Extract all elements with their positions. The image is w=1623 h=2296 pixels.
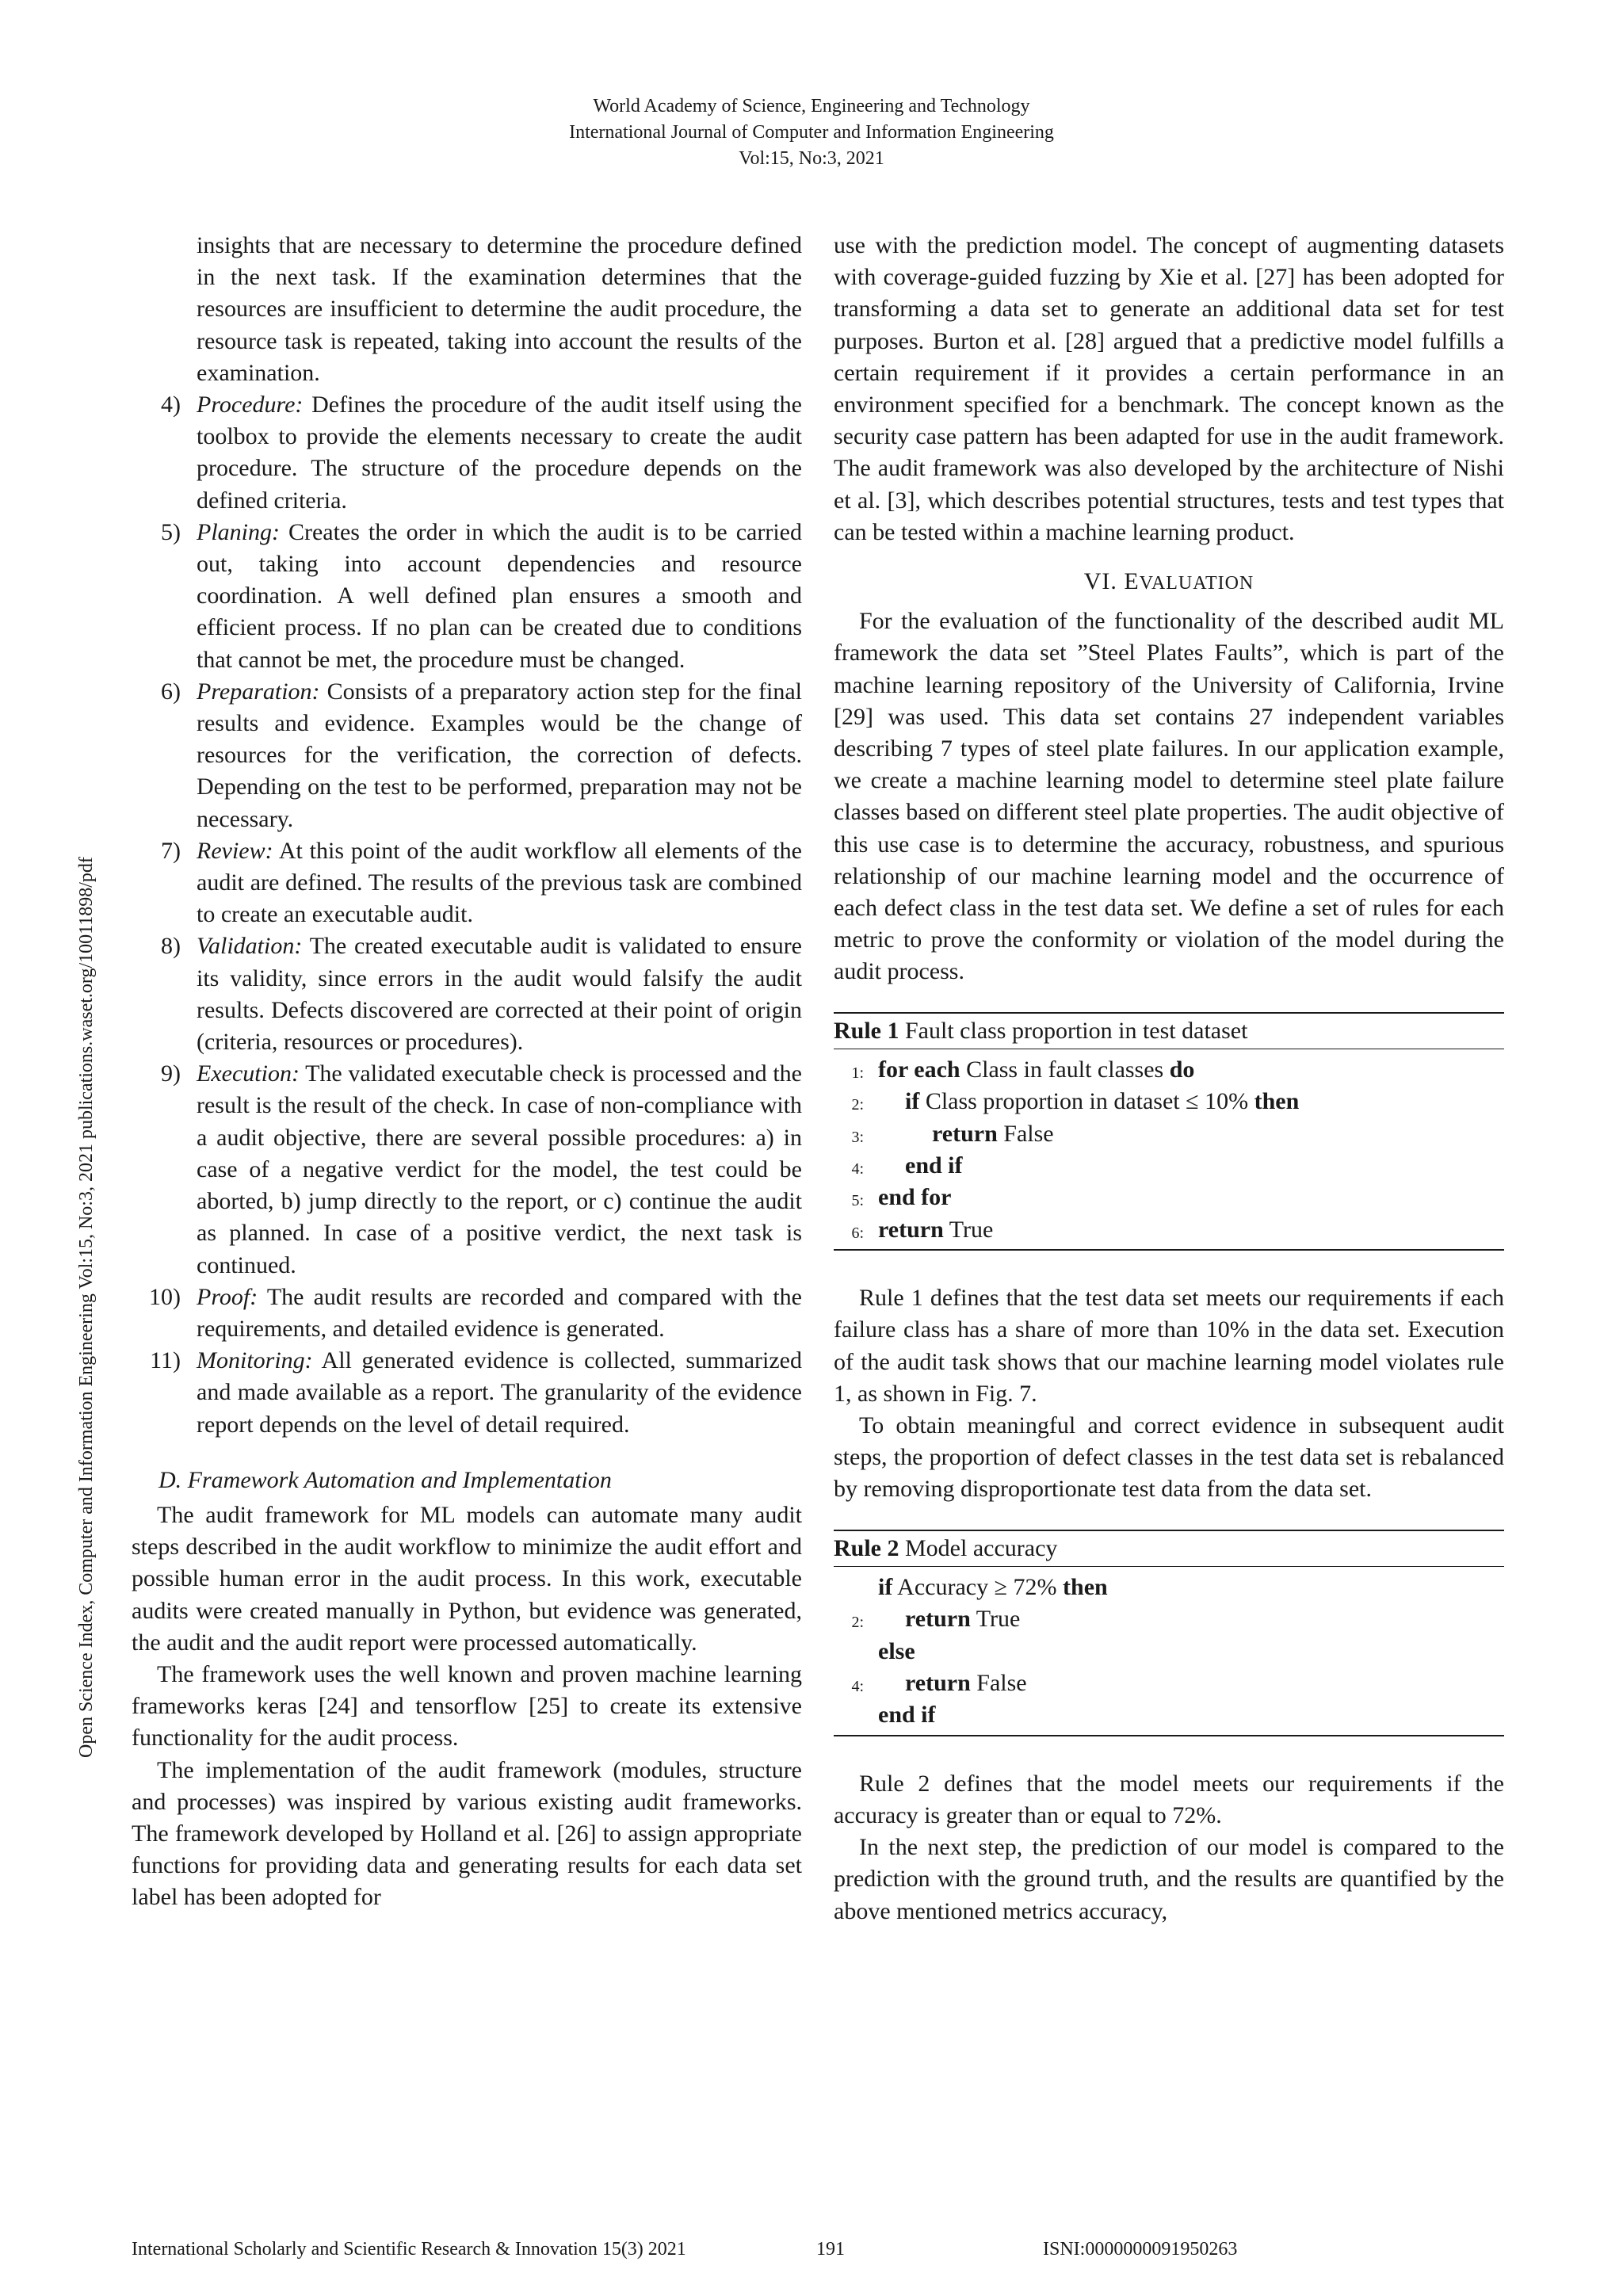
list-term: Planing: <box>197 518 280 545</box>
line-number: 2: <box>851 1096 864 1114</box>
list-item <box>132 676 802 835</box>
header-line-2: International Journal of Computer and Information Engineering <box>569 122 1054 143</box>
list-item <box>132 1058 802 1281</box>
algo-line <box>834 1699 1504 1731</box>
rule-label: Rule 2 <box>834 1534 899 1561</box>
list-number: 6) <box>161 678 181 705</box>
section-initial: E <box>1124 568 1140 595</box>
list-number: 8) <box>161 933 181 960</box>
list-text: All generated evidence is collected, summarized and made available as a report. The granularity of the evidence report depends on the level of detail required. <box>197 1347 802 1438</box>
list-item <box>132 389 802 517</box>
line-number: 4: <box>851 1160 864 1179</box>
list-item <box>132 930 802 1058</box>
algo-line <box>834 1572 1504 1603</box>
list-number: 11) <box>150 1347 181 1374</box>
list-item <box>132 1282 802 1345</box>
list-text: Consists of a preparatory action step for the final results and evidence. Examples would be the change of resources for the verification, the correction of defects. Depending on the test to be performed, preparation may not be necessary. <box>197 678 802 832</box>
sidebar-citation: Open Science Index, Computer and Information Engineering Vol:15, No:3, 2021 publications.waset.org/10011898/pdf <box>76 857 97 1758</box>
list-term: Monitoring: <box>197 1347 313 1374</box>
rule-1-algorithm <box>834 1012 1504 1251</box>
paragraph: use with the prediction model. The concept of augmenting datasets with coverage-guided fuzzing by Xie et al. [27] has been adopted for transforming a data set to generate an additional data set for test purposes. Burton et al. [28] argued that a predictive model fulfills a certain requirement if it provides a certain performance in an environment specified for a benchmark. The concept known as the security case pattern has been adapted for use in the audit framework. The audit framework was also developed by the architecture of Nishi et al. [3], which describes potential structures, tests and test types that can be tested within a machine learning product. <box>834 232 1504 545</box>
keyword: end for <box>878 1184 952 1211</box>
keyword: return <box>905 1670 971 1697</box>
list-number: 4) <box>161 392 181 418</box>
list-text: Creates the order in which the audit is to be carried out, taking into account dependencies and resource coordination. A well defined plan ensures a smooth and efficient process. If no plan can be created due to conditions that cannot be met, the procedure must be changed. <box>197 518 802 673</box>
code-text: Class in fault classes <box>960 1056 1170 1083</box>
line-number: 1: <box>851 1064 864 1082</box>
section-heading <box>834 566 1504 599</box>
keyword: return <box>878 1216 944 1243</box>
list-number: 5) <box>161 518 181 545</box>
list-text: The audit results are recorded and compared with the requirements, and detailed evidence is generated. <box>197 1283 802 1342</box>
code-text: False <box>970 1670 1027 1697</box>
list-term: Validation: <box>197 933 303 960</box>
page-number: 191 <box>816 2239 845 2260</box>
list-term: Procedure: <box>197 392 304 418</box>
algo-line <box>834 1054 1504 1086</box>
keyword: else <box>878 1637 915 1664</box>
list-item <box>132 835 802 931</box>
rule-2-header <box>834 1531 1504 1567</box>
code-text: True <box>943 1216 994 1243</box>
list-term: Preparation: <box>197 678 320 705</box>
paragraph: The implementation of the audit framework (modules, structure and processes) was inspired by various existing audit frameworks. The framework developed by Holland et al. [26] to assign appropriate functions for providing data and generating results for each data set label has been adopted for <box>132 1756 802 1911</box>
line-number: 4: <box>851 1678 864 1696</box>
continuation-text: insights that are necessary to determine the procedure defined in the next task. If the examination determines that the resources are insufficient to determine the audit procedure, the resource task is repeated, taking into account the results of the examination. <box>197 232 802 386</box>
list-term: Execution: <box>197 1060 300 1087</box>
header-line-1: World Academy of Science, Engineering and Technology <box>593 96 1030 117</box>
list-text: Defines the procedure of the audit itself using the toolbox to provide the elements necessary to create the audit procedure. The structure of the procedure depends on the defined criteria. <box>197 392 802 514</box>
paragraph: Rule 2 defines that the model meets our requirements if the accuracy is greater than or equal to 72%. <box>834 1770 1504 1828</box>
algo-line <box>834 1636 1504 1668</box>
paragraph: Rule 1 defines that the test data set meets our requirements if each failure class has a share of more than 10% in the data set. Execution of the audit task shows that our machine learning model violates rule 1, as shown in Fig. 7. <box>834 1285 1504 1407</box>
list-term: Review: <box>197 837 273 864</box>
paragraph: For the evaluation of the functionality of the described audit ML framework the data set ”Steel Plates Faults”, which is part of the machine learning repository of the University of California, Irvine [29] was used. This data set contains 27 independent variables describing 7 types of steel plate failures. In our application example, we create a machine learning model to determine steel plate failure classes based on different steel plate properties. The audit objective of this use case is to determine the accuracy, robustness, and spurious relationship of our machine learning model and the occurrence of each defect class in the test data set. We define a set of rules for each metric to prove the conformity or violation of the model during the audit process. <box>834 608 1504 985</box>
list-text: At this point of the audit workflow all elements of the audit are defined. The results of the previous task are combined to create an executable audit. <box>197 837 802 928</box>
list-number: 10) <box>149 1283 181 1310</box>
right-column <box>834 230 1504 1927</box>
algo-line <box>834 1603 1504 1635</box>
algo-line <box>834 1150 1504 1182</box>
rule-title: Fault class proportion in test dataset <box>899 1017 1248 1044</box>
list-text: The validated executable check is processed and the result is the result of the check. In case of non-compliance with a audit objective, there are several possible procedures: a) in case of a negative verdict for the model, the test could be aborted, b) jump directly to the report, or c) continue the audit as planned. In case of a positive verdict, the next task is continued. <box>197 1060 802 1278</box>
code-text: Accuracy ≥ 72% <box>892 1573 1064 1600</box>
list-term: Proof: <box>197 1283 258 1310</box>
algo-line <box>834 1668 1504 1699</box>
section-title-rest: VALUATION <box>1139 573 1254 594</box>
keyword: end if <box>905 1152 963 1179</box>
line-number: 2: <box>851 1614 864 1632</box>
line-number: 6: <box>851 1224 864 1242</box>
paragraph: The framework uses the well known and proven machine learning frameworks keras [24] and tensorflow [25] to create its extensive functionality for the audit process. <box>132 1660 802 1752</box>
keyword: end if <box>878 1702 936 1729</box>
list-number: 9) <box>161 1060 181 1087</box>
header-line-3: Vol:15, No:3, 2021 <box>739 148 884 169</box>
line-number: 3: <box>851 1128 864 1146</box>
section-number: VI. <box>1083 568 1125 595</box>
keyword: if <box>878 1573 893 1600</box>
rule-2-algorithm <box>834 1530 1504 1736</box>
list-text: The created executable audit is validated to ensure its validity, since errors in the audit would falsify the audit results. Defects discovered are corrected at their point of origin (criteria, resources or procedures). <box>197 933 802 1056</box>
rule-label: Rule 1 <box>834 1017 899 1044</box>
list-number: 7) <box>161 837 181 864</box>
footer-journal: International Scholarly and Scientific Research & Innovation 15(3) 2021 <box>132 2239 686 2260</box>
paragraph: To obtain meaningful and correct evidence in subsequent audit steps, the proportion of defect classes in the test data set is rebalanced by removing disproportionate test data from the data set. <box>834 1412 1504 1503</box>
keyword: do <box>1169 1056 1195 1083</box>
code-text: Class proportion in dataset ≤ 10% <box>919 1088 1254 1115</box>
code-text: True <box>970 1606 1021 1633</box>
list-item <box>132 517 802 676</box>
keyword: return <box>932 1120 998 1147</box>
algo-line <box>834 1182 1504 1213</box>
line-number: 5: <box>851 1192 864 1210</box>
rule-title: Model accuracy <box>899 1534 1058 1561</box>
list-item <box>132 1345 802 1441</box>
algo-line <box>834 1214 1504 1246</box>
code-text: False <box>997 1120 1054 1147</box>
keyword: for each <box>878 1056 960 1083</box>
keyword: then <box>1063 1573 1108 1600</box>
algo-line <box>834 1086 1504 1117</box>
keyword: return <box>905 1606 971 1633</box>
paragraph: In the next step, the prediction of our model is compared to the prediction with the ground truth, and the results are quantified by the above mentioned metrics accuracy, <box>834 1834 1504 1924</box>
keyword: if <box>905 1088 920 1115</box>
algo-line <box>834 1118 1504 1150</box>
left-column <box>132 230 802 1914</box>
rule-1-header <box>834 1014 1504 1049</box>
journal-header <box>0 94 1623 172</box>
subsection-heading: D. Framework Automation and Implementation <box>158 1466 612 1493</box>
paragraph: The audit framework for ML models can automate many audit steps described in the audit workflow to minimize the audit effort and possible human error in the audit process. In this work, executable audits were created manually in Python, but evidence was generated, the audit and the audit report were processed automatically. <box>132 1501 802 1656</box>
keyword: then <box>1254 1088 1300 1115</box>
footer-isni: ISNI:0000000091950263 <box>1043 2239 1238 2260</box>
list-item-continuation <box>132 230 802 389</box>
